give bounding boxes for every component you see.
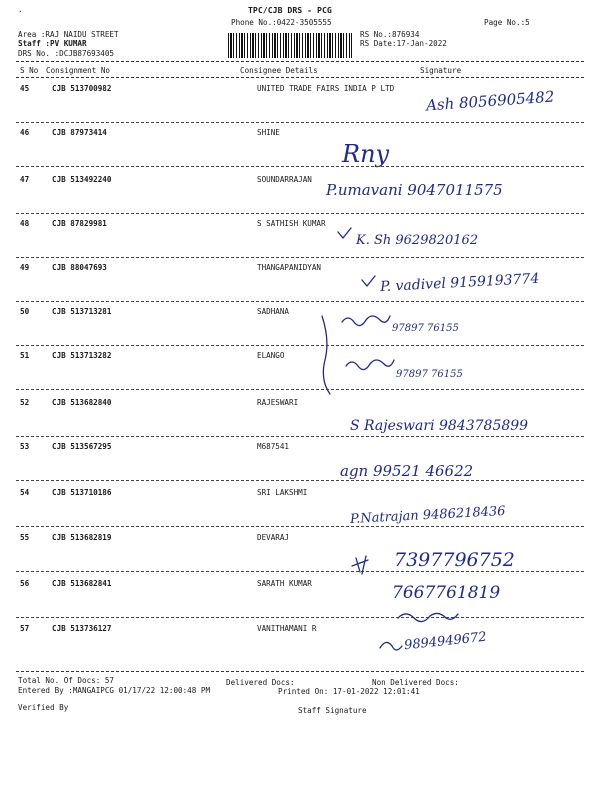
row-consignee: UNITED TRADE FAIRS INDIA P LTD — [257, 84, 395, 93]
row-consignee: DEVARAJ — [257, 533, 290, 542]
staff-signature: Staff Signature — [298, 706, 367, 715]
row-sno: 46 — [20, 128, 30, 137]
row-consignee: THANGAPANIDYAN — [257, 263, 322, 272]
page-number: Page No.:5 — [484, 18, 530, 27]
row-sno: 49 — [20, 263, 30, 272]
row-consignee: ELANGO — [257, 351, 285, 360]
row-sno: 48 — [20, 219, 30, 228]
row-sno: 55 — [20, 533, 30, 542]
area-label: Area :RAJ NAIDU STREET — [18, 30, 119, 39]
row-consignee: SHINE — [257, 128, 280, 137]
row-signature: S Rajeswari 9843785899 — [350, 418, 529, 434]
row-signature: agn 99521 46622 — [340, 462, 474, 480]
row-sno: 57 — [20, 624, 30, 633]
drs-number: DRS No. :DCJB87693405 — [18, 49, 115, 58]
phone-number: Phone No.:0422-3505555 — [231, 18, 332, 27]
row-sno: 45 — [20, 84, 30, 93]
row-sno: 47 — [20, 175, 30, 184]
col-consignee: Consignee Details — [240, 66, 318, 75]
total-docs: Total No. Of Docs: 57 — [18, 676, 115, 685]
row-sno: 51 — [20, 351, 30, 360]
row-consignment: CJB 513682819 — [52, 533, 112, 542]
row-consignment: CJB 513700982 — [52, 84, 112, 93]
row-consignee: M687541 — [257, 442, 290, 451]
row-signature: 7667761819 — [392, 583, 501, 603]
rs-number: RS No.:876934 — [360, 30, 420, 39]
row-signature: 97897 76155 — [396, 369, 463, 380]
row-signature: K. Sh 9629820162 — [356, 233, 479, 248]
row-consignee: RAJESWARI — [257, 398, 299, 407]
entered-by: Entered By :MANGAIPCG 01/17/22 12:00:48 PM — [18, 686, 211, 695]
row-signature: 9894949672 — [403, 629, 488, 654]
header-dot: . — [18, 5, 23, 14]
row-consignment: CJB 513492240 — [52, 175, 112, 184]
row-signature: 7397796752 — [394, 549, 515, 571]
row-signature: P. vadivel 9159193774 — [379, 270, 540, 296]
footer-divider — [16, 671, 584, 672]
delivered-docs: Delivered Docs: — [226, 678, 295, 687]
staff-label: Staff :PV KUMAR — [18, 39, 87, 48]
row-consignee: SARATH KUMAR — [257, 579, 312, 588]
printed-on: Printed On: 17-01-2022 12:01:41 — [278, 687, 420, 696]
row-consignment: CJB 88047693 — [52, 263, 107, 272]
row-signature: P.Natrajan 9486218436 — [349, 503, 506, 528]
row-consignment: CJB 87973414 — [52, 128, 107, 137]
row-signature: P.umavani 9047011575 — [326, 181, 503, 199]
non-delivered-docs: Non Delivered Docs: — [372, 678, 459, 687]
col-sno: S No — [20, 66, 39, 75]
verified-by: Verified By — [18, 703, 69, 712]
row-sno: 52 — [20, 398, 30, 407]
row-consignee: SADHANA — [257, 307, 290, 316]
row-consignment: CJB 513713282 — [52, 351, 112, 360]
row-consignee: SRI LAKSHMI — [257, 488, 308, 497]
row-consignment: CJB 513682840 — [52, 398, 112, 407]
row-consignment: CJB 513710186 — [52, 488, 112, 497]
row-consignment: CJB 513713281 — [52, 307, 112, 316]
row-consignee: VANITHAMANI R — [257, 624, 317, 633]
row-consignment: CJB 513682841 — [52, 579, 112, 588]
col-consignment: Consignment No — [46, 66, 111, 75]
row-signature: Rny — [342, 140, 390, 168]
row-consignee: S SATHISH KUMAR — [257, 219, 326, 228]
col-signature: Signature — [420, 66, 462, 75]
row-signature: Ash 8056905482 — [425, 87, 555, 115]
row-sno: 56 — [20, 579, 30, 588]
row-consignment: CJB 513567295 — [52, 442, 112, 451]
row-sno: 50 — [20, 307, 30, 316]
row-consignment: CJB 87829981 — [52, 219, 107, 228]
row-consignee: SOUNDARRAJAN — [257, 175, 312, 184]
row-signature: 97897 76155 — [392, 323, 459, 334]
sheet-title: TPC/CJB DRS - PCG — [248, 5, 332, 15]
row-consignment: CJB 513736127 — [52, 624, 112, 633]
rs-date: RS Date:17-Jan-2022 — [360, 39, 447, 48]
row-sno: 53 — [20, 442, 30, 451]
row-sno: 54 — [20, 488, 30, 497]
